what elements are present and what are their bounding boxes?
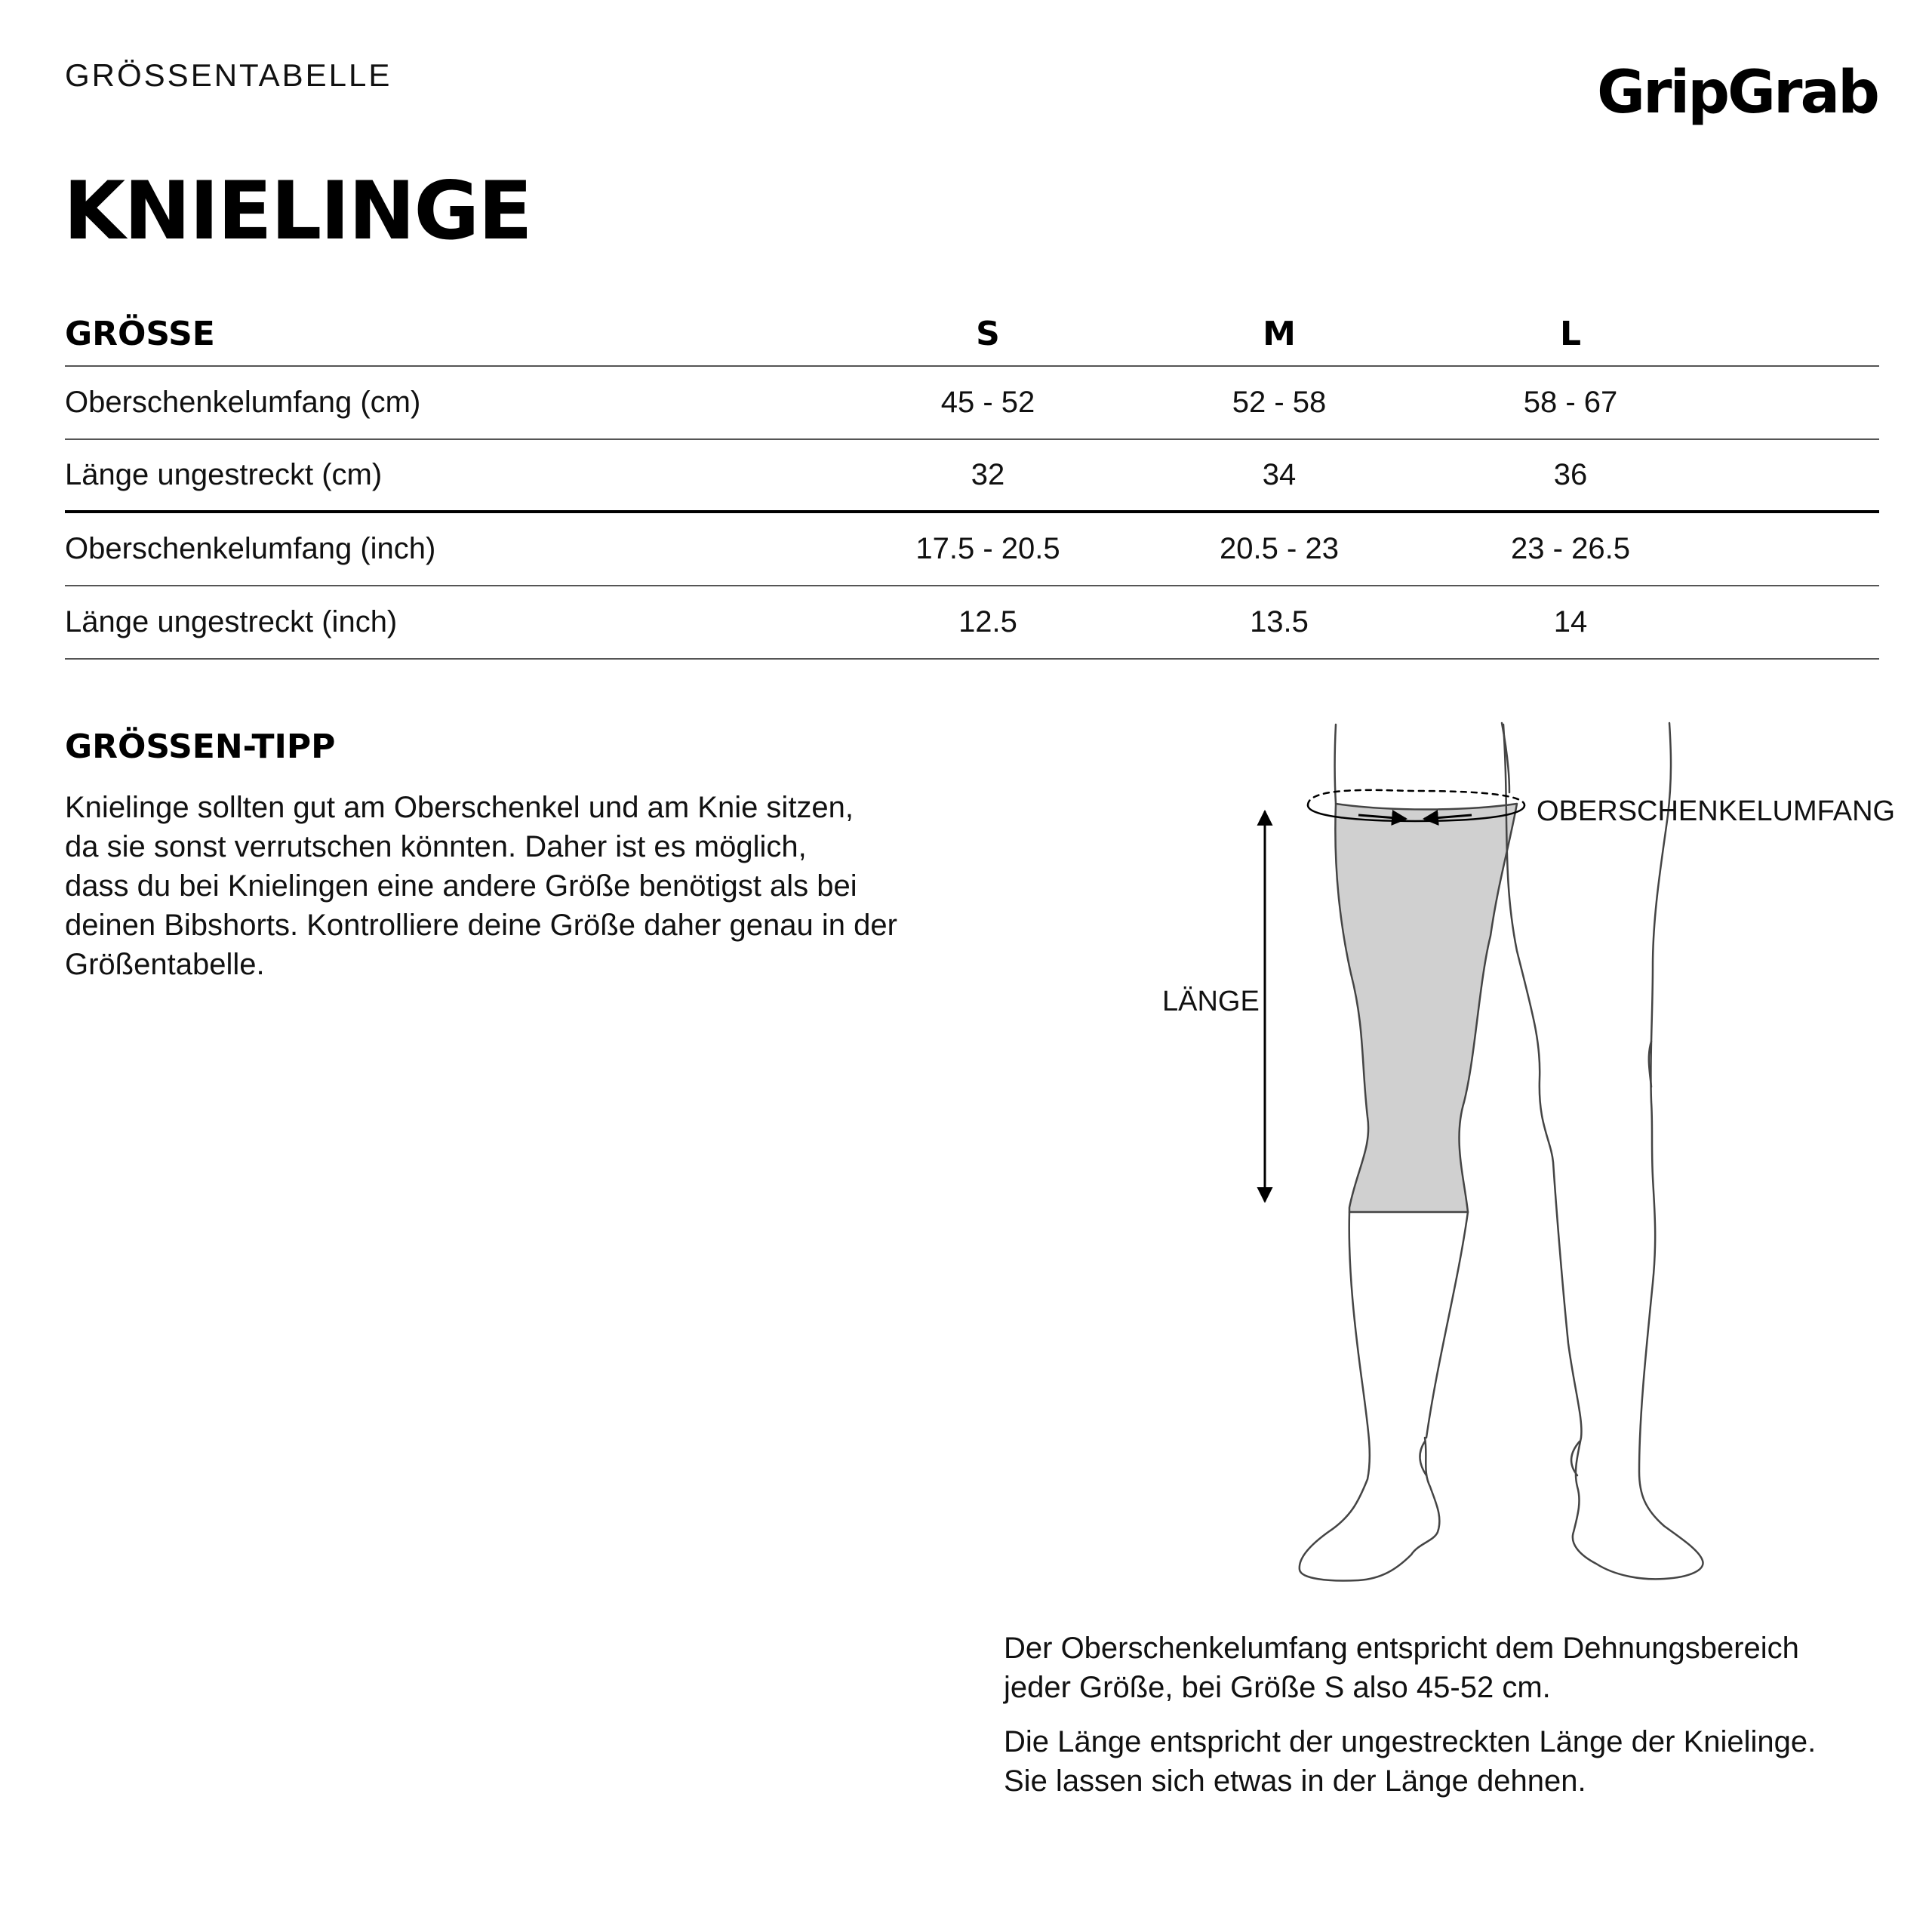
size-table-header [65, 302, 1879, 367]
size-header-m: M [1263, 314, 1296, 353]
tip-line: da sie sonst verrutschen könnten. Daher ist es möglich, [65, 830, 807, 863]
row-value-l: 14 [1553, 605, 1588, 638]
table-row [65, 513, 1879, 586]
size-header-s: S [976, 314, 1000, 353]
right-leg-inner-outline [1503, 723, 1703, 1579]
row-value-s: 17.5 - 20.5 [915, 532, 1060, 565]
size-header-label: GRÖSSE [65, 314, 215, 353]
tip-line: deinen Bibshorts. Kontrolliere deine Größe daher genau in der [65, 909, 897, 942]
size-table [65, 302, 1879, 660]
row-value-m: 13.5 [1250, 605, 1309, 638]
row-value-m: 20.5 - 23 [1220, 532, 1339, 565]
row-label: Länge ungestreckt (cm) [65, 458, 383, 491]
row-value-m: 34 [1262, 458, 1297, 491]
row-value-m: 52 - 58 [1232, 386, 1327, 419]
row-value-s: 12.5 [958, 605, 1017, 638]
row-value-s: 45 - 52 [940, 386, 1035, 419]
brand-logo: GripGrab [1596, 59, 1878, 127]
product-title: KNIELINGE [63, 165, 531, 257]
circumference-label: OBERSCHENKELUMFANG [1537, 795, 1896, 827]
leg-illustration [1132, 717, 1932, 1585]
knee-sleeve-shape [1335, 804, 1517, 1212]
length-label: LÄNGE [1162, 986, 1260, 1017]
table-row [65, 440, 1879, 513]
row-value-s: 32 [971, 458, 1005, 491]
note-line: Die Länge entspricht der ungestreckten Länge der Knielinge. [1004, 1725, 1817, 1758]
note-line: Der Oberschenkelumfang entspricht dem Dehnungsbereich [1004, 1632, 1799, 1665]
row-value-l: 36 [1553, 458, 1588, 491]
page-kicker: GRÖSSENTABELLE [65, 57, 392, 93]
table-row [65, 586, 1879, 660]
row-label: Länge ungestreckt (inch) [65, 605, 398, 638]
size-header-l: L [1559, 314, 1582, 353]
row-value-l: 58 - 67 [1523, 386, 1618, 419]
row-value-l: 23 - 26.5 [1511, 532, 1630, 565]
table-row [65, 367, 1879, 440]
circumference-ellipse-back [1308, 790, 1524, 805]
note-circumference [1004, 1629, 1894, 1707]
note-length [1004, 1722, 1894, 1801]
row-label: Oberschenkelumfang (inch) [65, 532, 436, 565]
tip-heading: GRÖSSEN-TIPP [65, 728, 336, 766]
row-label: Oberschenkelumfang (cm) [65, 386, 421, 419]
note-line: Sie lassen sich etwas in der Länge dehnen. [1004, 1764, 1586, 1798]
tip-body [65, 788, 971, 984]
tip-line: Knielinge sollten gut am Oberschenkel und am Knie sitzen, [65, 791, 854, 824]
tip-line: Größentabelle. [65, 948, 265, 981]
note-line: jeder Größe, bei Größe S also 45-52 cm. [1004, 1671, 1551, 1704]
tip-line: dass du bei Knielingen eine andere Größe benötigst als bei [65, 869, 857, 903]
